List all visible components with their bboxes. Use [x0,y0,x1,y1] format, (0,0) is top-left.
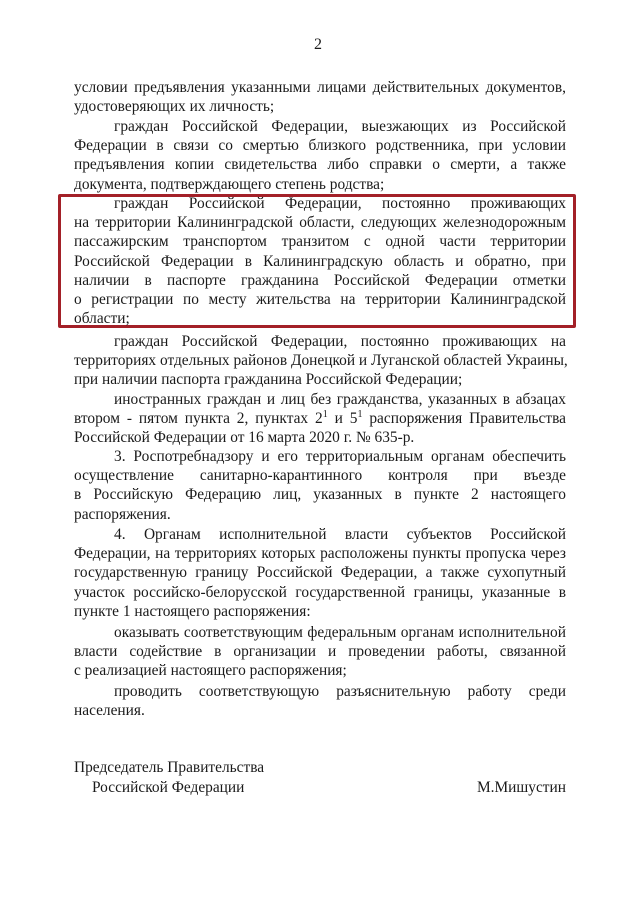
text-line: Российской Федерации в Калининградскую область и обратно, при [74,252,566,270]
text-line-with-superscripts [74,409,566,428]
text-line: Российской Федерации от 16 марта 2020 г. № 635-р. [74,429,415,447]
text-fragment: втором - пятом пункта 2, пунктах 2 [74,410,323,428]
text-line: в Российскую Федерацию лиц, указанных в пункте 2 настоящего [74,486,566,504]
text-line: проводить соответствующую разъяснительную работу среди [114,683,566,700]
text-line: предъявления копии свидетельства либо справки о смерти, а также [74,156,566,174]
text-line: с реализацией настоящего распоряжения; [74,662,347,680]
text-line: Федерации, на территориях которых расположены пункты пропуска через [74,545,566,563]
signatory-title-continued: Российской Федерации [92,778,245,796]
superscript: 1 [322,409,328,421]
paragraph-2 [74,117,566,194]
text-line: государственную границу Российской Федерации, а также сухопутный [74,564,566,582]
text-line: граждан Российской Федерации, постоянно проживающих на [114,333,566,350]
paragraph-7 [74,525,566,621]
text-line: территориях отдельных районов Донецкой и Луганской областей Украины, [74,352,568,370]
text-line: оказывать соответствующим федеральным органам исполнительной [114,624,566,641]
signature-block [74,758,566,798]
text-line: распоряжения. [74,505,171,523]
text-line: граждан Российской Федерации, выезжающих из Российской [114,118,566,135]
paragraph-3-highlighted [74,194,566,328]
text-line: иностранных граждан и лиц без гражданства, указанных в абзацах [114,391,566,408]
text-fragment: распоряжения Правительства [362,410,566,428]
paragraph-8 [74,623,566,681]
text-line: при наличии паспорта гражданина Российской Федерации; [74,371,463,389]
text-line: документа, подтверждающего степень родства; [74,175,385,193]
paragraph-9 [74,682,566,720]
text-line: наличии в паспорте гражданина Российской Федерации отметки [74,271,566,289]
text-line: 3. Роспотребнадзору и его территориальным органам обеспечить [114,448,566,465]
text-line: граждан Российской Федерации, постоянно проживающих [114,195,566,212]
text-line: области; [74,310,130,328]
text-line: пассажирским транспортом транзитом с одной части территории [74,233,566,251]
text-line: условии предъявления указанными лицами действительных документов, [74,79,566,96]
text-line: участок российско-белорусской государственной границы, указанные в [74,583,566,601]
text-line: власти содействие в организации и проведении работы, связанной [74,643,566,661]
paragraph-1 [74,78,566,116]
paragraph-6 [74,447,566,524]
text-line: осуществление санитарно-карантинного контроля при въезде [74,467,566,485]
text-fragment: и 5 [327,410,358,428]
text-line: пункте 1 настоящего распоряжения: [74,602,311,620]
signature-row [74,778,566,798]
text-line: удостоверяющих их личность; [74,98,275,116]
text-line: Федерации в связи со смертью близкого родственника, при условии [74,137,566,155]
signatory-title: Председатель Правительства [74,759,265,776]
text-line: о регистрации по месту жительства на территории Калининградской [74,290,566,308]
paragraph-4 [74,332,566,390]
page-number: 2 [314,36,322,53]
paragraph-5 [74,390,566,448]
superscript: 1 [357,409,363,421]
text-line: 4. Органам исполнительной власти субъектов Российской [114,526,566,543]
signatory-name: М.Мишустин [476,778,566,796]
text-line: населения. [74,702,145,720]
text-line: на территории Калининградской области, следующих железнодорожным [74,214,566,232]
